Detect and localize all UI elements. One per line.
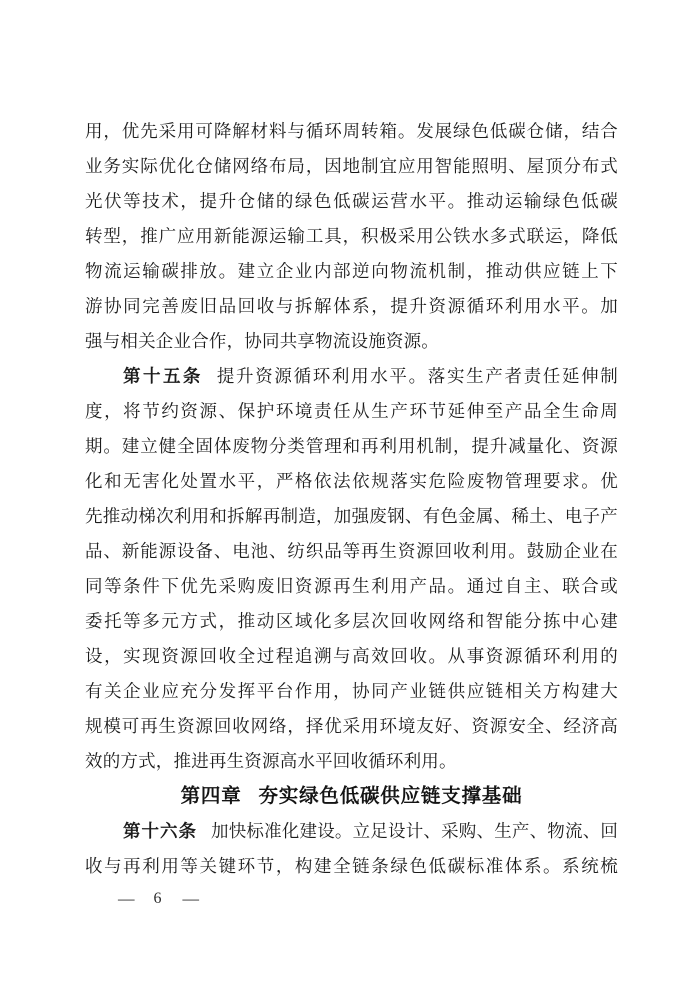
body-line: 有关企业应充分发挥平台作用，协同产业链供应链相关方构建大 <box>85 681 618 701</box>
footer-dash-right: — <box>182 889 199 908</box>
body-line: 委托等多元方式，推动区域化多层次回收网络和智能分拣中心建 <box>85 611 618 631</box>
footer-dash-left: — <box>118 889 135 908</box>
chapter-title: 夯实绿色低碳供应链支撑基础 <box>258 785 523 807</box>
page-footer <box>85 888 618 910</box>
page-number: 6 <box>153 890 162 907</box>
body-line: 规模可再生资源回收网络，择优采用环境友好、资源安全、经济高 <box>85 716 618 736</box>
body-line <box>85 814 618 849</box>
body-line: 转型，推广应用新能源运输工具，积极采用公铁水多式联运，降低 <box>85 226 618 246</box>
body-line: 同等条件下优先采购废旧资源再生利用产品。通过自主、联合或 <box>85 576 618 596</box>
paragraph <box>85 814 618 884</box>
body-line: 光伏等技术，提升仓储的绿色低碳运营水平。推动运输绿色低碳 <box>85 191 618 211</box>
body-line: 强与相关企业合作，协同共享物流设施资源。 <box>85 331 439 351</box>
body-line: 设，实现资源回收全过程追溯与高效回收。从事资源循环利用的 <box>85 646 618 666</box>
article-number: 第十五条 <box>123 366 203 386</box>
body-line: 先推动梯次利用和拆解再制造，加强废钢、有色金属、稀土、电子产 <box>85 506 618 526</box>
body-line: 期。建立健全固体废物分类管理和再利用机制，提升减量化、资源 <box>85 436 618 456</box>
article-text: 提升资源循环利用水平。落实生产者责任延伸制 <box>216 366 619 386</box>
body-line: 品、新能源设备、电池、纺织品等再生资源回收利用。鼓励企业在 <box>85 541 618 561</box>
body-line: 游协同完善废旧品回收与拆解体系，提升资源循环利用水平。加 <box>85 296 618 316</box>
chapter-heading <box>85 779 618 814</box>
body-line: 用，优先采用可降解材料与循环周转箱。发展绿色低碳仓储，结合 <box>85 121 618 141</box>
body-line: 效的方式，推进再生资源高水平回收循环利用。 <box>85 751 457 771</box>
body-line <box>85 359 618 394</box>
body-line: 化和无害化处置水平，严格依法依规落实危险废物管理要求。优 <box>85 471 618 491</box>
article-text: 加快标准化建设。立足设计、采购、生产、物流、回 <box>211 821 619 841</box>
paragraph <box>85 114 618 359</box>
paragraph <box>85 359 618 779</box>
body-line: 业务实际优化仓储网络布局，因地制宜应用智能照明、屋顶分布式 <box>85 156 618 176</box>
body-line: 物流运输碳排放。建立企业内部逆向物流机制，推动供应链上下 <box>85 261 618 281</box>
article-number: 第十六条 <box>123 821 197 841</box>
body-line: 收与再利用等关键环节，构建全链条绿色低碳标准体系。系统梳 <box>85 856 618 876</box>
body-line: 度，将节约资源、保护环境责任从生产环节延伸至产品全生命周 <box>85 401 618 421</box>
chapter-number: 第四章 <box>180 785 242 807</box>
